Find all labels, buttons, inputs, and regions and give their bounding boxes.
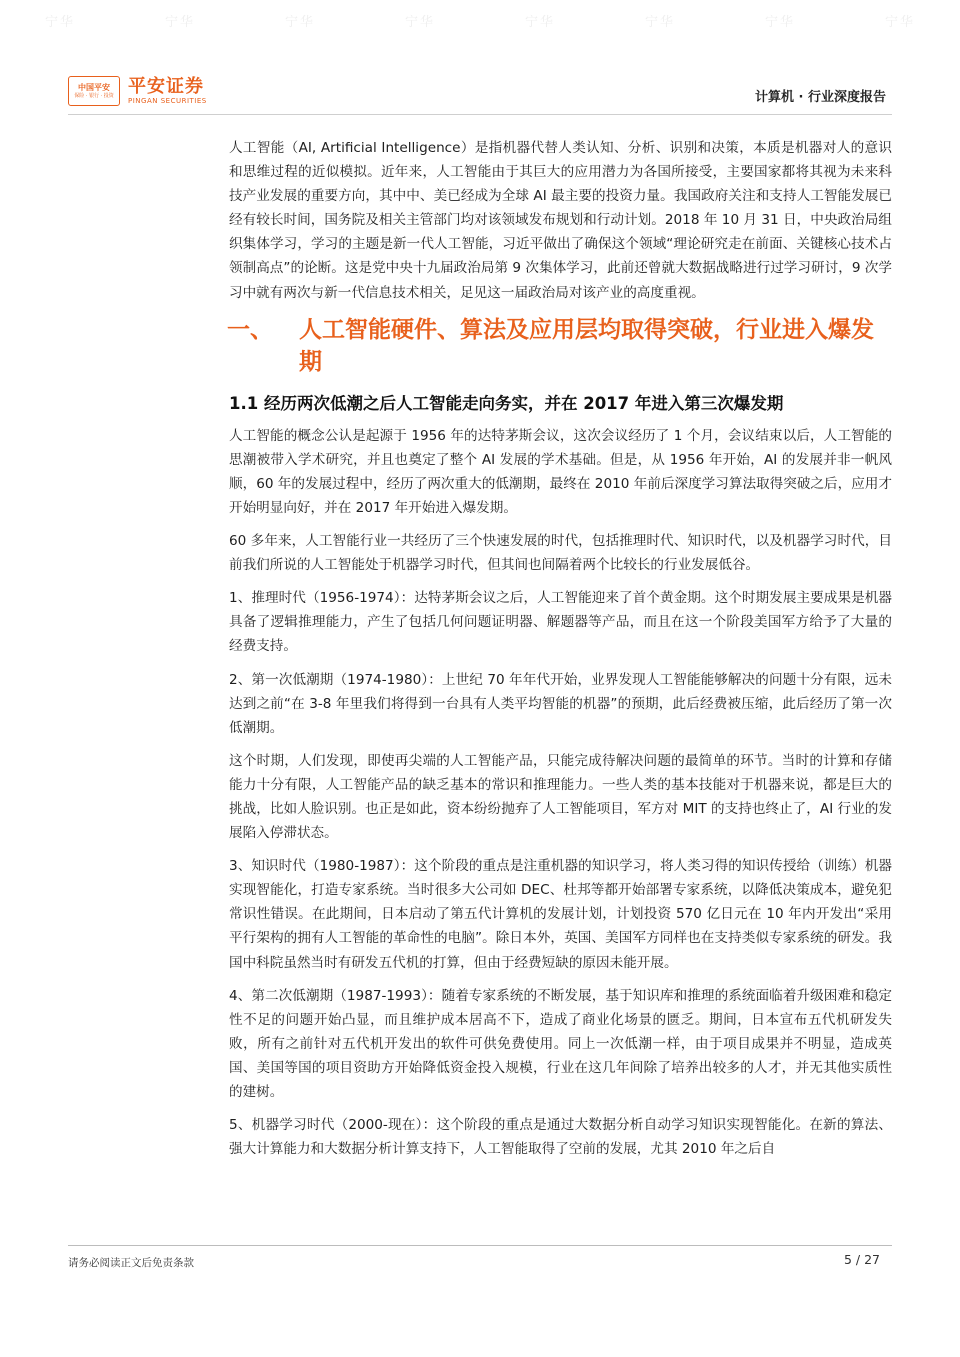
watermark-text: 宁华 (164, 14, 195, 30)
watermark-text: 宁华 (44, 14, 75, 30)
page-number: 5 / 27 (843, 1252, 880, 1267)
main-content (229, 136, 892, 1170)
body-paragraph: 这个时期，人们发现，即使再尖端的人工智能产品，只能完成待解决问题的最简单的环节。当时的计算和存储能力十分有限，人工智能产品的缺乏基本的常识和推理能力。一些人类的基本技能对于机器来说，都是巨大的挑战，比如人脸识别。也正是如此，资本纷纷抛弃了人工智能项目，军方对 MIT 的支持也终止了，AI 行业的发展陷入停滞状态。 (229, 752, 892, 842)
footer-divider (68, 1245, 892, 1246)
logo-box-cn: 中国平安 (78, 82, 110, 92)
body-paragraph: 4、第二次低潮期（1987-1993）：随着专家系统的不断发展，基于知识库和推理的系统面临着升级困难和稳定性不足的问题开始凸显，而且维护成本居高不下，造成了商业化场景的匮乏。期间，日本宣布五代机研发失败，所有之前针对五代机开发出的软件可供免费使用。同上一次低潮一样，由于项目成果并不明显，造成英国、美国等国的项目资助方开始降低资金投入规模，行业在这几年间除了培养出较多的人才，并无其他实质性的建树。 (229, 987, 892, 1100)
logo-box-sub: 保险 · 银行 · 投资 (74, 92, 114, 99)
body-paragraph: 2、第一次低潮期（1974-1980）：上世纪 70 年年代开始，业界发现人工智能能够解决的问题十分有限，远未达到之前“在 3-8 年里我们将得到一台具有人类平均智能的机器”的预期，此后经费被压缩，此后经历了第一次低潮期。 (229, 671, 892, 736)
watermark-text: 宁华 (884, 14, 915, 30)
logo-box (68, 76, 120, 106)
subsection-heading: 1.1 经历两次低潮之后人工智能走向务实，并在 2017 年进入第三次爆发期 (229, 393, 784, 413)
footer-disclaimer: 请务必阅读正文后免责条款 (68, 1257, 194, 1269)
watermark-text: 宁华 (764, 14, 795, 30)
body-paragraph: 60 多年来，人工智能行业一共经历了三个快速发展的时代，包括推理时代、知识时代，以及机器学习时代，目前我们所说的人工智能处于机器学习时代，但其间也间隔着两个比较长的行业发展低谷。 (229, 533, 892, 574)
watermark-text: 宁华 (644, 14, 675, 30)
intro-paragraph: 人工智能（AI, Artificial Intelligence）是指机器代替人类认知、分析、识别和决策，本质是机器对人的意识和思维过程的近似模拟。近年来，人工智能由于其巨大的应用潜力为各国所接受，主要国家都将其视为未来科技产业发展的重要方向，其中中、美已经成为全球 AI 最主要的投资力量。我国政府关注和支持人工智能发展已经有较长时间，国务院及相关主管部门均对该领域发布规划和行动计划。2018 年 10 月 31 日，中央政治局组织集体学习，学习的主题是新一代人工智能，习近平做出了确保这个领域“理论研究走在前面、关键核心技术占领制高点”的论断。这是党中央十九届政治局第 9 次集体学习，此前还曾就大数据战略进行过学习研讨，9 次学习中就有两次与新一代信息技术相关，足见这一届政治局对该产业的高度重视。 (229, 140, 892, 301)
page-header (68, 72, 892, 115)
section-number: 一、 (227, 316, 273, 343)
watermark-text: 宁华 (284, 14, 315, 30)
brand-name: 平安证券 (128, 75, 204, 97)
watermark-text: 宁华 (404, 14, 435, 30)
body-paragraph: 1、推理时代（1956-1974）：达特茅斯会议之后，人工智能迎来了首个黄金期。这个时期发展主要成果是机器具备了逻辑推理能力，产生了包括几何问题证明器、解题器等产品，而且在这一个阶段美国军方给予了大量的经费支持。 (229, 590, 892, 655)
logo-text (128, 77, 207, 106)
section-heading (227, 314, 892, 378)
brand-name-en: PINGAN SECURITIES (128, 96, 207, 105)
pingan-logo (68, 76, 207, 106)
section-title: 人工智能硬件、算法及应用层均取得突破，行业进入爆发期 (299, 316, 874, 375)
report-type: 计算机 · 行业深度报告 (755, 90, 886, 105)
body-paragraph: 人工智能的概念公认是起源于 1956 年的达特茅斯会议，这次会议经历了 1 个月，会议结束以后，人工智能的思潮被带入学术研究，并且也奠定了整个 AI 发展的学术基础。但是，从 1956 年开始，AI 的发展并非一帆风顺，60 年的发展过程中，经历了两次重大的低潮期，最终在 2010 年前后深度学习算法取得突破之后，应用才开始明显向好，并在 2017 年开始进入爆发期。 (229, 427, 892, 516)
watermark-row (0, 0, 960, 40)
body-paragraph: 3、知识时代（1980-1987）：这个阶段的重点是注重机器的知识学习，将人类习得的知识传授给（训练）机器实现智能化，打造专家系统。当时很多大公司如 DEC、杜邦等都开始部署专家系统，以降低决策成本，避免犯常识性错误。在此期间，日本启动了第五代计算机的发展计划，计划投资 570 亿日元在 10 年内开发出“采用平行架构的拥有人工智能的革命性的电脑”。除日本外，英国、美国军方同样也在支持类似专家系统的研发。我国中科院虽然当时有研发五代机的打算，但由于经费短缺的原因未能开展。 (229, 858, 892, 971)
body-paragraph: 5、机器学习时代（2000-现在）：这个阶段的重点是通过大数据分析自动学习知识实现智能化。在新的算法、强大计算能力和大数据分析计算支持下，人工智能取得了空前的发展，尤其 2010 年之后自 (229, 1117, 892, 1158)
watermark-text: 宁华 (524, 14, 555, 30)
